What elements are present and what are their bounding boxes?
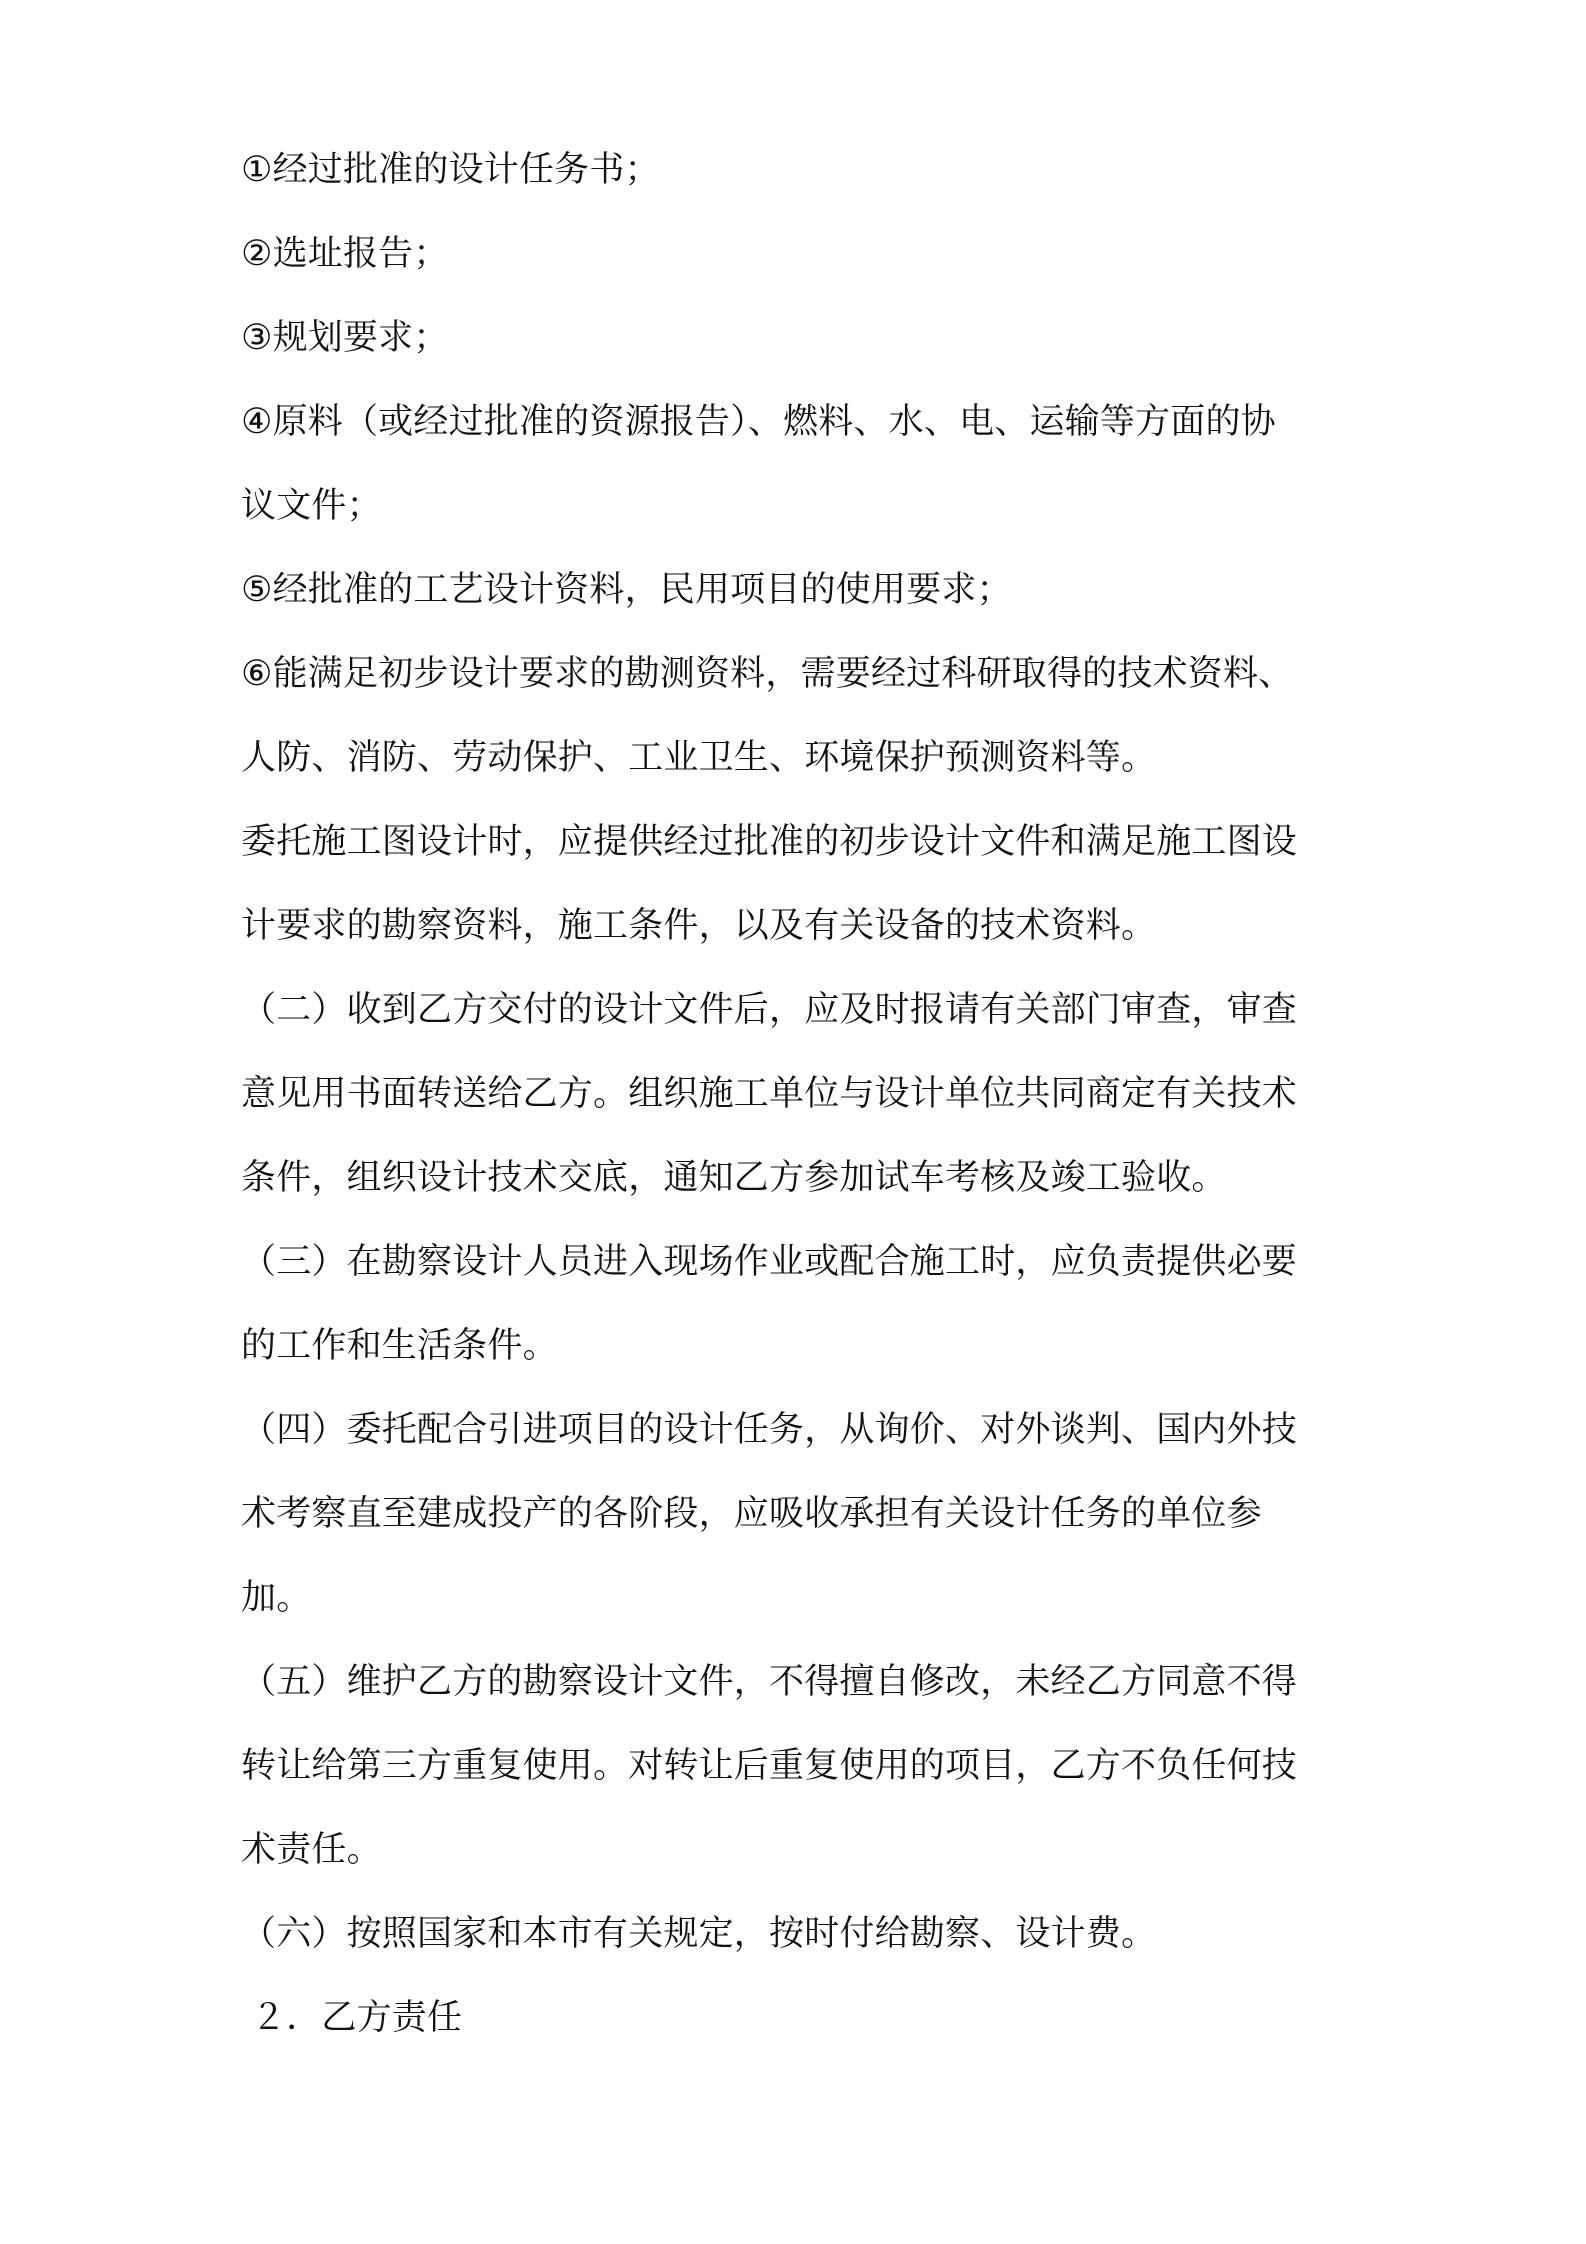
clause-4-line2: 术考察直至建成投产的各阶段，应吸收承担有关设计任务的单位参 bbox=[241, 1494, 1262, 1534]
clause-2-line3: 条件，组织设计技术交底，通知乙方参加试车考核及竣工验收。 bbox=[241, 1158, 1227, 1198]
item-approved-design-brief: ①经过批准的设计任务书； bbox=[241, 150, 660, 190]
clause-2-line1: （二）收到乙方交付的设计文件后，应及时报请有关部门审查，审查 bbox=[241, 990, 1298, 1030]
paragraph-construction-drawing-line1: 委托施工图设计时，应提供经过批准的初步设计文件和满足施工图设 bbox=[241, 822, 1298, 862]
item-survey-data-line1: ⑥能满足初步设计要求的勘测资料，需要经过科研取得的技术资料、 bbox=[241, 654, 1294, 694]
item-raw-material-agreements-line2: 议文件； bbox=[241, 486, 382, 526]
item-site-selection-report: ②选址报告； bbox=[241, 234, 449, 274]
clause-5-line1: （五）维护乙方的勘察设计文件，不得擅自修改，未经乙方同意不得 bbox=[241, 1662, 1298, 1702]
item-planning-requirements: ③规划要求； bbox=[241, 318, 449, 358]
section-heading: ２．乙方责任 bbox=[251, 1998, 463, 2038]
clause-3-line1: （三）在勘察设计人员进入现场作业或配合施工时，应负责提供必要 bbox=[241, 1242, 1298, 1282]
clause-5-line3: 术责任。 bbox=[241, 1830, 382, 1870]
item-raw-material-agreements-line1: ④原料（或经过批准的资源报告）、燃料、水、电、运输等方面的协 bbox=[241, 402, 1276, 442]
document-body bbox=[241, 128, 1361, 2060]
clause-3-line2: 的工作和生活条件。 bbox=[241, 1326, 558, 1366]
clause-4-line1: （四）委托配合引进项目的设计任务，从询价、对外谈判、国内外技 bbox=[241, 1410, 1298, 1450]
paragraph-construction-drawing-line2: 计要求的勘察资料，施工条件，以及有关设备的技术资料。 bbox=[241, 906, 1157, 946]
clause-5-line2: 转让给第三方重复使用。对转让后重复使用的项目，乙方不负任何技 bbox=[241, 1746, 1298, 1786]
item-process-design-data: ⑤经批准的工艺设计资料，民用项目的使用要求； bbox=[241, 570, 1012, 610]
item-survey-data-line2: 人防、消防、劳动保护、工业卫生、环境保护预测资料等。 bbox=[241, 738, 1157, 778]
clause-4-line3: 加。 bbox=[241, 1578, 312, 1618]
clause-2-line2: 意见用书面转送给乙方。组织施工单位与设计单位共同商定有关技术 bbox=[241, 1074, 1298, 1114]
clause-6: （六）按照国家和本市有关规定，按时付给勘察、设计费。 bbox=[241, 1914, 1157, 1954]
